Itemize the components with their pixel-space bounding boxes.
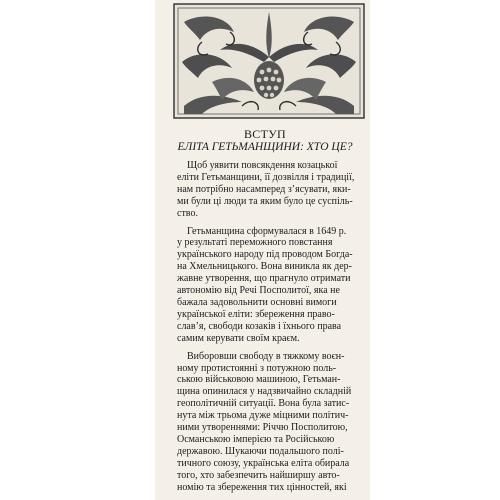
chapter-title: ВСТУП xyxy=(244,127,286,141)
text-line: ми були ці люди та яким було це суспіль- xyxy=(177,195,353,207)
text-line: нута між трьома дуже міцними політич- xyxy=(177,410,349,422)
text-line: українського народу під проводом Богда- xyxy=(177,249,353,261)
text-line: тичного союзу, українська еліта обирала xyxy=(177,457,350,469)
text-line: автономію від Речі Посполитої, яка не xyxy=(177,285,340,297)
floral-ornament-icon xyxy=(172,2,366,120)
text-line: Щоб уявити повсякдення козацької xyxy=(187,160,338,171)
paragraph xyxy=(177,160,367,220)
text-line: геополітичній ситуації. Вона була затис- xyxy=(177,398,350,410)
text-line: ство. xyxy=(177,207,198,219)
text-line: бажала задовольнити основні вимоги xyxy=(177,296,337,308)
text-line: Османською імперією та Російською xyxy=(177,433,335,445)
paragraph xyxy=(177,351,367,494)
text-line: жавне утворення, що прагнуло отримати xyxy=(177,273,351,285)
chapter-subtitle: ЕЛІТА ГЕТЬМАНЩИНИ: ХТО ЦЕ? xyxy=(177,141,353,153)
chapter-heading xyxy=(150,128,380,154)
text-line: Виборовши свободу в тяжкому воєн- xyxy=(187,350,345,362)
text-line: того, хто забезпечить найширшу авто- xyxy=(177,469,340,481)
text-line: ними утвореннями: Річчю Посполитою, xyxy=(177,422,348,434)
text-line: щина опинилася у надзвичайно складній xyxy=(177,386,352,398)
text-line: еліти Гетьманщини, її дозвілля і традиції, xyxy=(177,171,355,183)
text-line: у результаті переможного повстання xyxy=(177,237,333,249)
text-line: нам потрібно насамперед з’ясувати, яки- xyxy=(177,183,351,195)
chapter-body xyxy=(177,160,367,499)
text-line: української еліти: збереження право- xyxy=(177,308,335,320)
text-line: державою. Шукаючи подальшого полі- xyxy=(177,445,344,457)
paragraph xyxy=(177,226,367,345)
text-line: на Хмельницького. Вона виникла як дер- xyxy=(177,261,352,273)
text-line: ською військовою машиною, Гетьман- xyxy=(177,374,341,386)
text-line: слав’я, свободи козаків і їхнього права xyxy=(177,320,342,332)
text-line: ному протистоянні з потужною поль- xyxy=(177,362,337,374)
text-line: Гетьманщина сформувалася в 1649 р. xyxy=(187,225,347,237)
text-line: самим керувати своїм краєм. xyxy=(177,332,300,344)
text-line: номію та збереження тих цінностей, які xyxy=(177,481,347,493)
